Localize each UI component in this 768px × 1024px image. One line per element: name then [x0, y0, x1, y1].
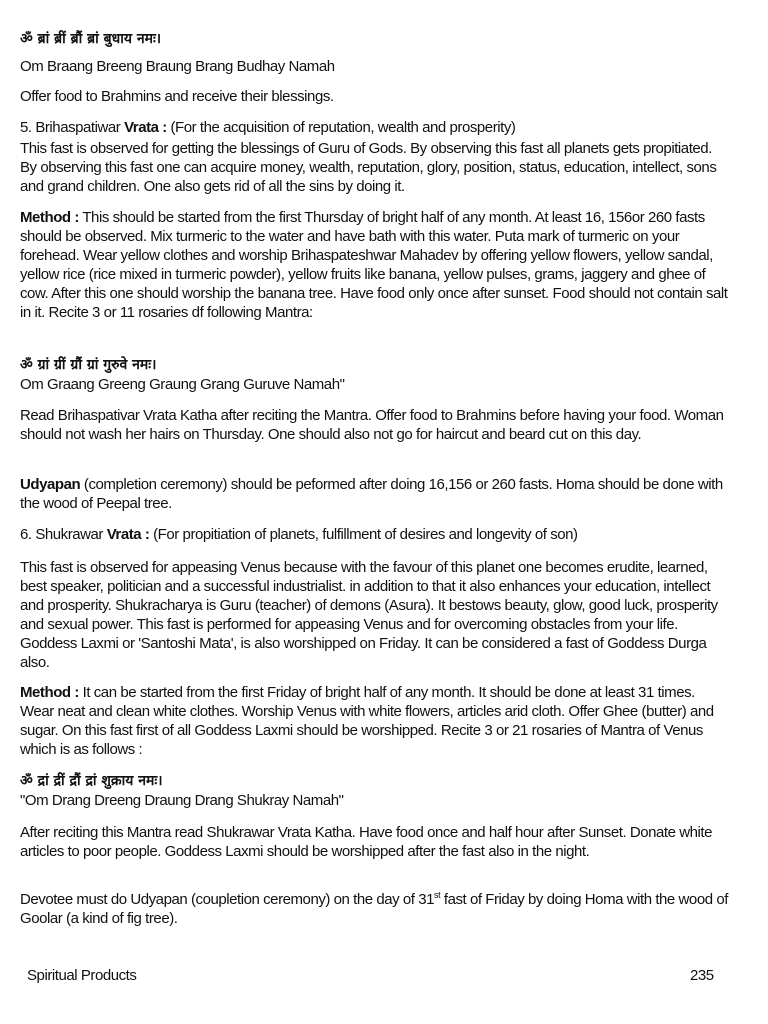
section5-udyapan-text: (completion ceremony) should be peformed after doing 16,156 or 260 fasts. Homa should be done with the wood of Peepal tree.: [20, 476, 723, 512]
section6-katha: After reciting this Mantra read Shukrawar Vrata Katha. Have food once and half hour after Sunset. Donate white articles to poor people. Goddess Laxmi should be worshipped after the fast also in the night.: [20, 824, 713, 860]
section5-udyapan-label: Udyapan: [20, 476, 81, 493]
section5-intro: This fast is observed for getting the blessings of Guru of Gods. By observing this fast all planets gets propitiated. By observing this fast one can acquire money, wealth, reputation, glory, position, status, education, intellect, sons and grand children. One also gets rid of all the sins by doing it.: [20, 140, 717, 195]
section6-intro: This fast is observed for appeasing Venus because with the favour of this planet one becomes erudite, learned, best speaker, politician and a successful industrialist. in addition to that it also enhances your education, intellect and prosperity. Shukracharya is Guru (teacher) of demons (Asura). It bestows beauty, glow, good luck, prosperity and sexual power. This fast is performed for appeasing Venus and for overcoming obstacles from your life. Goddess Laxmi or 'Santoshi Mata', is also worshipped on Friday. It can be considered a fast of Goddess Durga also.: [20, 559, 718, 671]
guru-mantra-roman: Om Graang Greeng Graung Grang Guruve Namah": [20, 376, 345, 393]
budh-mantra-devanagari: ॐ ब्रां ब्रीं ब्रौं ब्रां बुधाय नमः।: [20, 31, 162, 47]
section5-method-text: This should be started from the first Thursday of bright half of any month. At least 16, 156or 260 fasts should be observed. Mix turmeric to the water and have bath with this water. Puta mark of turmeric on your forehead. Wear yellow clothes and worship Brihaspateshwar Mahadev by offering yellow flowers, yellow sandal, yellow rice (rice mixed in turmeric powder), yellow fruits like banana, yellow pulses, grams, jaggery and ghee of cow. After this one should worship the banana tree. Have food only once after sunset. Food should not contain salt in it. Recite 3 or 11 rosaries df following Mantra:: [20, 209, 728, 321]
section5-udyapan: [20, 475, 732, 513]
section5-katha: Read Brihaspativar Vrata Katha after reciting the Mantra. Offer food to Brahmins before having your food. Woman should not wash her hairs on Thursday. One should also not go for haircut and beard cut on this day.: [20, 407, 724, 443]
section6-heading: [20, 525, 732, 544]
section5-heading: [20, 118, 732, 137]
section6-udyapan-suffix: fast of Friday by doing Homa with the wood of Goolar (a kind of fig tree).: [20, 891, 728, 927]
guru-mantra-devanagari: ॐ ग्रां ग्रीं ग्रौं ग्रां गुरुवे नमः।: [20, 357, 157, 373]
section6-udyapan: [20, 890, 732, 928]
shukra-mantra-roman: "Om Drang Dreeng Draung Drang Shukray Namah": [20, 792, 344, 809]
section5-heading-bold: Vrata :: [124, 119, 167, 136]
section6-udyapan-prefix: Devotee must do Udyapan (coupletion ceremony) on the day of 31: [20, 891, 435, 908]
shukra-mantra-devanagari: ॐ द्रां द्रीं द्रौं द्रां शुक्राय नमः।: [20, 773, 163, 789]
section5-heading-prefix: 5. Brihaspatiwar: [20, 119, 125, 136]
section6-udyapan-sup: st: [434, 890, 441, 900]
budh-mantra-roman: Om Braang Breeng Braung Brang Budhay Namah: [20, 58, 335, 75]
section5-method: [20, 208, 732, 322]
section5-method-label: Method :: [20, 209, 79, 226]
section6-heading-bold: Vrata :: [106, 526, 150, 543]
section6-method-text: It can be started from the first Friday of bright half of any month. It should be done at least 31 times. Wear neat and clean white clothes. Worship Venus with white flowers, articles arid cloth. Offer Ghee (butter) and sugar. On this fast first of all Goddess Laxmi should be worshipped. Recite 3 or 21 rosaries of Mantra of Venus which is as follows :: [20, 684, 714, 758]
budh-offering: Offer food to Brahmins and receive their blessings.: [20, 88, 334, 105]
footer-publisher: Spiritual Products: [27, 967, 137, 984]
section6-method: [20, 683, 732, 759]
section6-heading-prefix: 6. Shukrawar: [20, 526, 107, 543]
footer-page-number: 235: [690, 967, 714, 984]
section6-heading-suffix: (For propitiation of planets, fulfillment of desires and longevity of son): [149, 526, 578, 543]
section6-method-label: Method :: [20, 684, 79, 701]
section5-heading-suffix: (For the acquisition of reputation, wealth and prosperity): [166, 119, 516, 136]
